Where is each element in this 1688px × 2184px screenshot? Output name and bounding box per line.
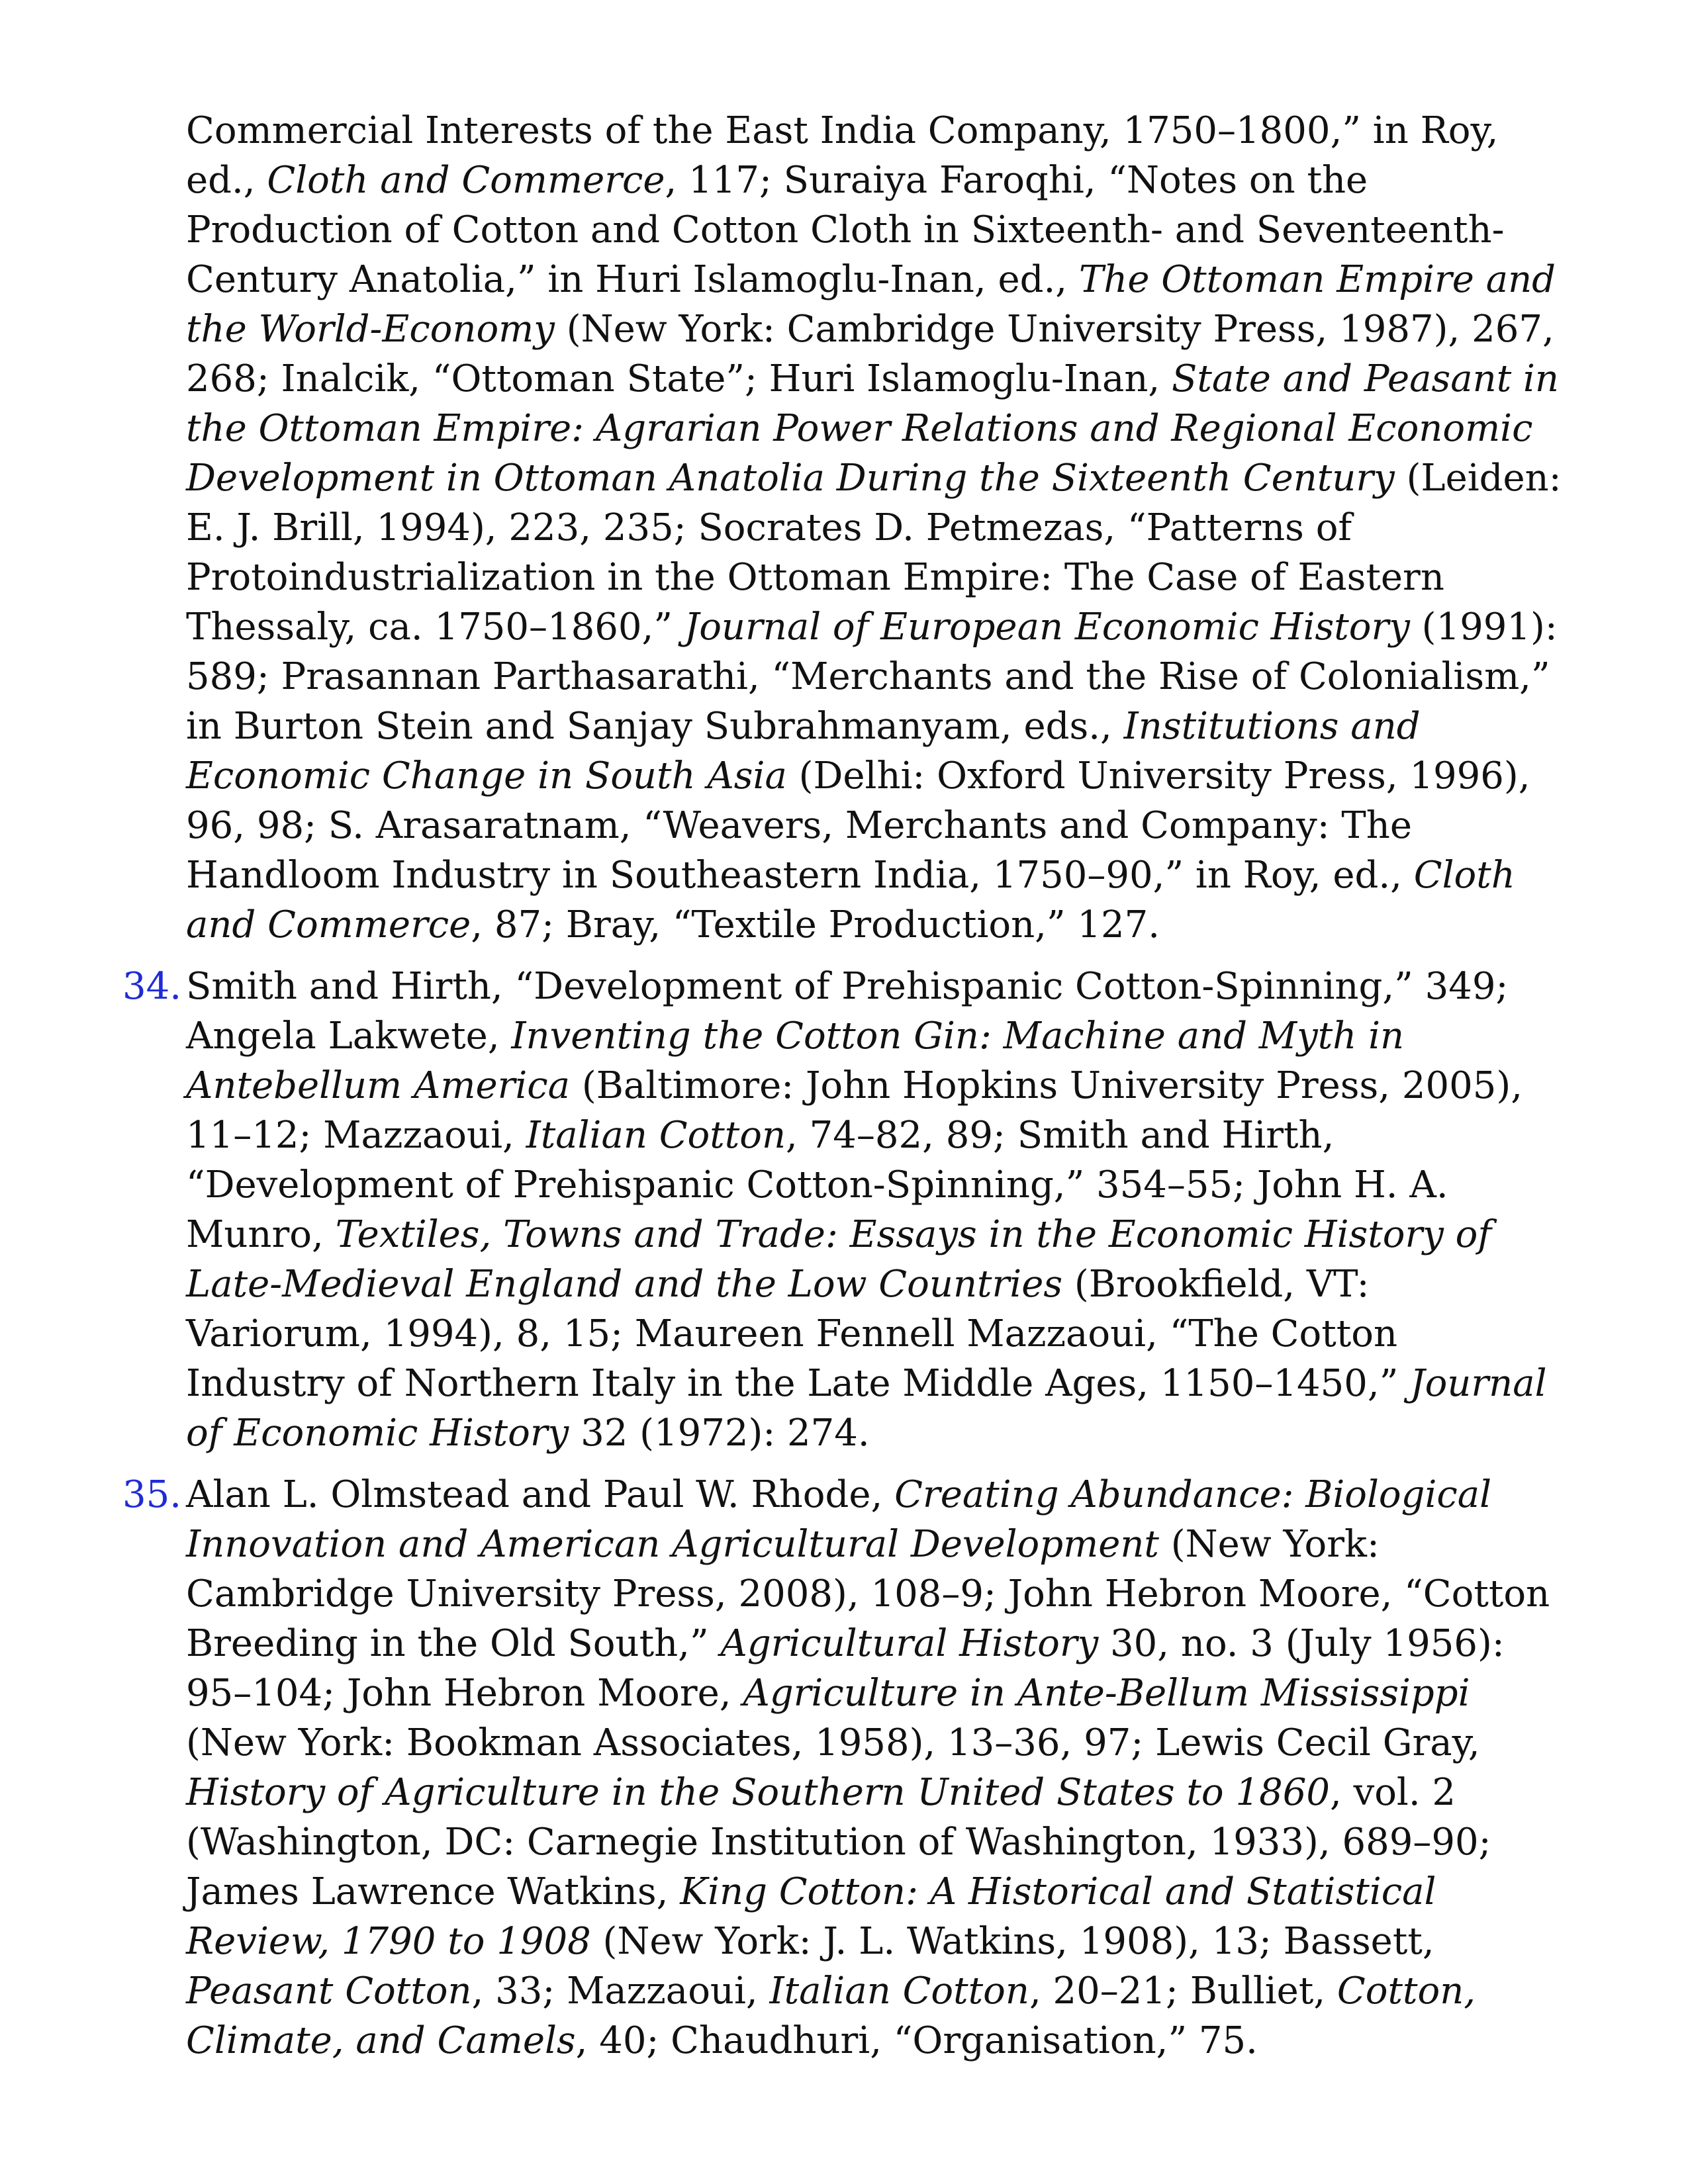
italic-title: Agriculture in Ante-Bellum Mississippi xyxy=(743,1672,1470,1715)
note-number-link[interactable]: 34. xyxy=(122,965,182,1008)
note-number-link[interactable]: 35. xyxy=(122,1473,182,1516)
text-run: (New York: Cambridge University Press, 2008), 108–9; John Hebron Moore, “Cotton Breeding in the Old South,” xyxy=(186,1523,1550,1665)
note-continuation xyxy=(122,106,1566,950)
text-run: (Leiden: E. J. Brill, 1994), 223, 235; Socrates D. Petmezas, “Patterns of Protoindustrialization in the Ottoman Empire: The Case of Eastern Thessaly, ca. 1750–1860,” xyxy=(186,457,1562,649)
italic-title: State and Peasant in the Ottoman Empire: Agrarian Power Relations and Regional Economic Development in Ottoman Anatolia During the Sixteenth Century xyxy=(186,357,1559,500)
text-run: (New York: J. L. Watkins, 1908), 13; Bassett, xyxy=(590,1920,1434,1963)
text-run: , 117; Suraiya Faroqhi, “Notes on the Production of Cotton and Cotton Cloth in Sixteenth- and Seventeenth-Century Anatolia,” in Huri Islamoglu-Inan, ed., xyxy=(186,159,1505,301)
text-run: , vol. 2 (Washington, DC: Carnegie Institution of Washington, 1933), 689–90; James Lawrence Watkins, xyxy=(186,1771,1491,1913)
text-run: 32 (1972): 274. xyxy=(569,1412,870,1455)
text-run: (New York: Cambridge University Press, 1987), 267, 268; Inalcik, “Ottoman State”; Huri Islamoglu-Inan, xyxy=(186,308,1554,400)
italic-title: Italian Cotton xyxy=(526,1114,786,1157)
italic-title: Journal of Economic History xyxy=(186,1362,1547,1455)
italic-title: Creating Abundance: Biological Innovation and American Agricultural Development xyxy=(186,1473,1492,1566)
italic-title: Textiles, Towns and Trade: Essays in the Economic History of Late-Medieval England and the Low Countries xyxy=(186,1213,1492,1306)
text-run: (Brookfield, VT: Variorum, 1994), 8, 15; Maureen Fennell Mazzaoui, “The Cotton Industry of Northern Italy in the Late Middle Ages, 1150–1450,” xyxy=(186,1263,1411,1405)
text-run: (Baltimore: John Hopkins University Press, 2005), 11–12; Mazzaoui, xyxy=(186,1064,1523,1157)
text-run: 30, no. 3 (July 1956): 95–104; John Hebron Moore, xyxy=(186,1622,1505,1715)
italic-title: Inventing the Cotton Gin: Machine and Myth in Antebellum America xyxy=(186,1015,1405,1107)
italic-title: Journal of European Economic History xyxy=(684,606,1410,649)
text-run: Alan L. Olmstead and Paul W. Rhode, xyxy=(186,1473,895,1516)
italic-title: Cotton, Climate, and Camels xyxy=(186,1970,1476,2062)
note-text xyxy=(186,965,1547,1455)
italic-title: King Cotton: A Historical and Statistical Review, 1790 to 1908 xyxy=(186,1870,1436,1963)
text-run: , 87; Bray, “Textile Production,” 127. xyxy=(471,903,1160,946)
italic-title: Italian Cotton xyxy=(769,1970,1029,2013)
text-run: Commercial Interests of the East India Company, 1750–1800,” in Roy, ed., xyxy=(186,109,1499,202)
endnote-35 xyxy=(122,1470,1566,2066)
text-run: (New York: Bookman Associates, 1958), 13–36, 97; Lewis Cecil Gray, xyxy=(186,1721,1480,1764)
note-text xyxy=(186,109,1562,946)
text-run: , 40; Chaudhuri, “Organisation,” 75. xyxy=(575,2019,1258,2062)
text-run: , 33; Mazzaoui, xyxy=(471,1970,770,2013)
italic-title: Cloth and Commerce xyxy=(267,159,665,202)
italic-title: Peasant Cotton xyxy=(186,1970,472,2013)
text-run: , 20–21; Bulliet, xyxy=(1029,1970,1337,2013)
italic-title: Institutions and Economic Change in South Asia xyxy=(186,705,1421,797)
italic-title: The Ottoman Empire and the World-Economy xyxy=(186,258,1556,351)
text-run: , 74–82, 89; Smith and Hirth, “Development of Prehispanic Cotton-Spinning,” 354–55; John H. A. Munro, xyxy=(186,1114,1448,1256)
text-run: (1991): 589; Prasannan Parthasarathi, “Merchants and the Rise of Colonialism,” in Burton Stein and Sanjay Subrahmanyam, eds., xyxy=(186,606,1558,748)
endnote-34 xyxy=(122,962,1566,1458)
note-text xyxy=(186,1473,1550,2062)
text-run: (Delhi: Oxford University Press, 1996), 96, 98; S. Arasaratnam, “Weavers, Merchants and Company: The Handloom Industry in Southeastern India, 1750–90,” in Roy, ed., xyxy=(186,754,1530,897)
endnotes xyxy=(122,106,1566,2077)
italic-title: Cloth and Commerce xyxy=(186,854,1515,946)
text-run: Smith and Hirth, “Development of Prehispanic Cotton-Spinning,” 349; Angela Lakwete, xyxy=(186,965,1509,1058)
italic-title: Agricultural History xyxy=(720,1622,1099,1665)
italic-title: History of Agriculture in the Southern United States to 1860 xyxy=(186,1771,1330,1814)
